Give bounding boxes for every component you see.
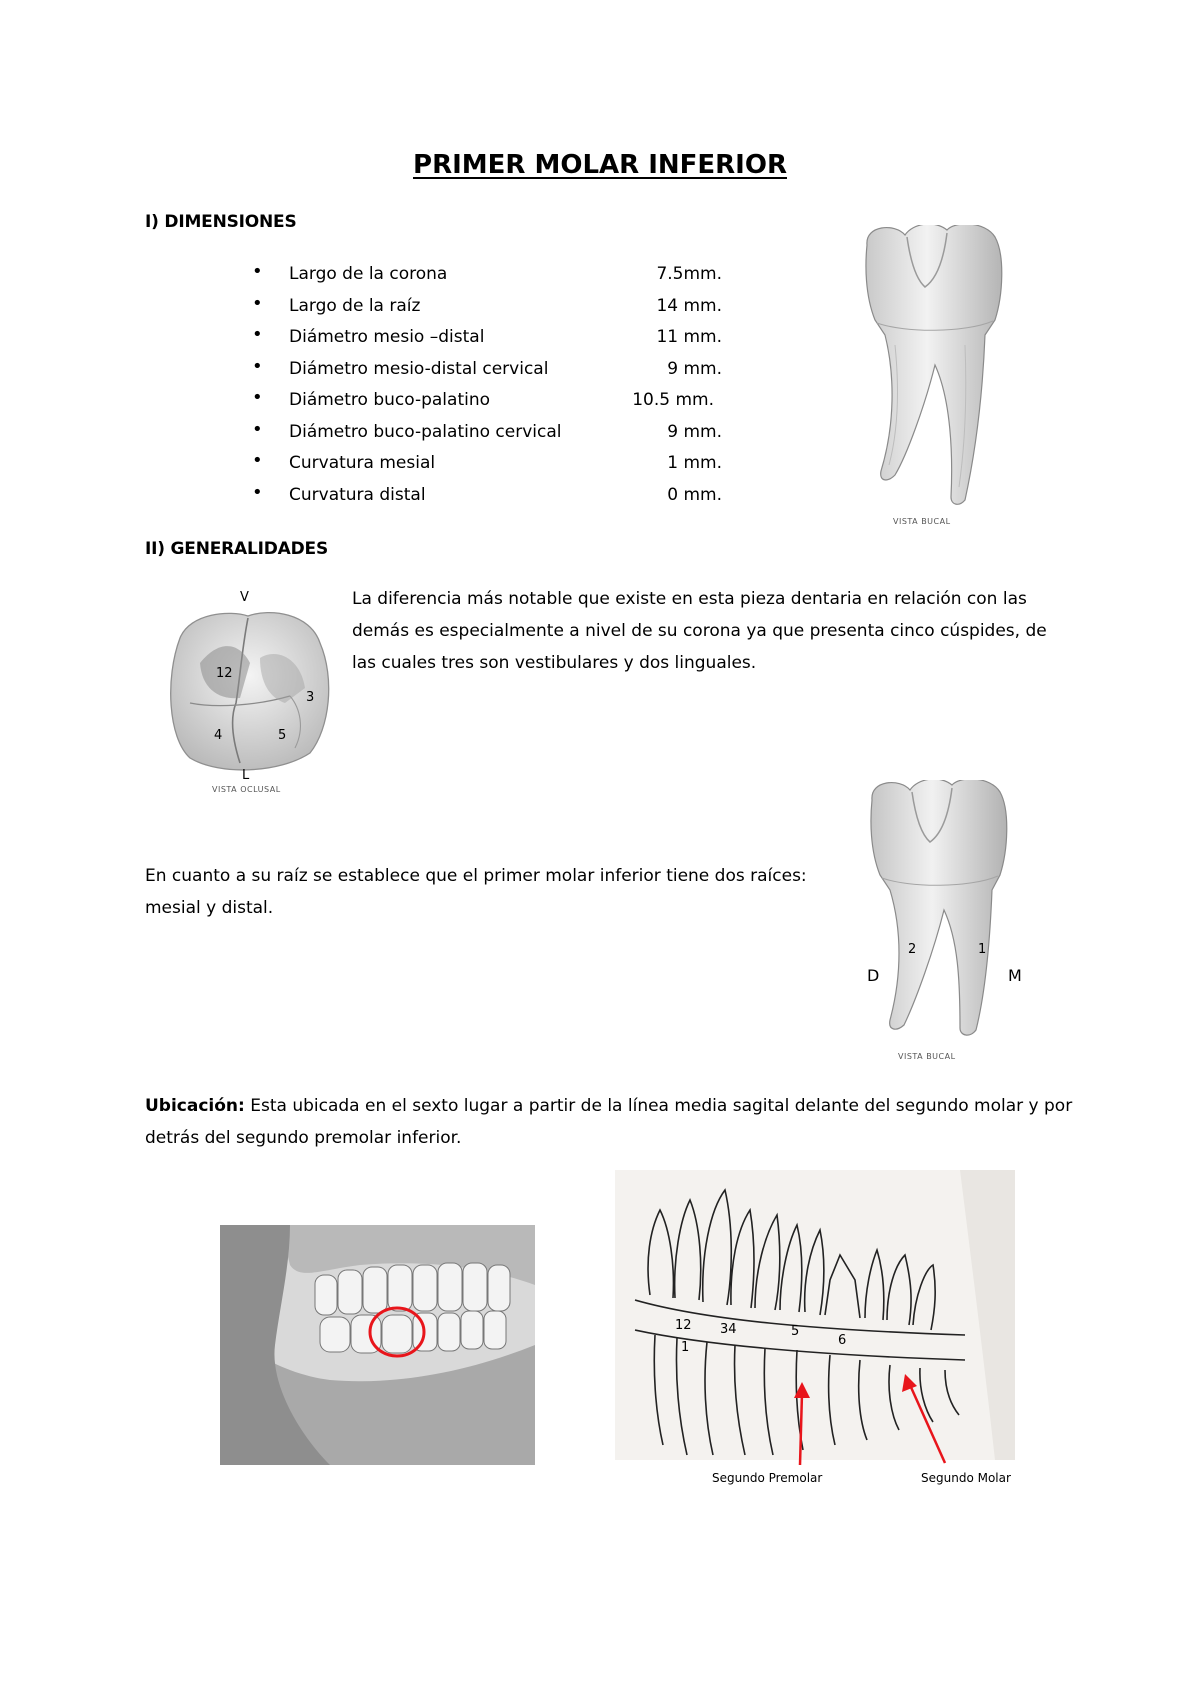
vestibular-label: V bbox=[240, 590, 249, 605]
molar-roots-figure bbox=[860, 780, 1060, 1080]
buccal-view-caption: VISTA BUCAL bbox=[893, 517, 951, 526]
root-paragraph: En cuanto a su raíz se establece que el primer molar inferior tiene dos raíces: mesial y distal. bbox=[145, 866, 807, 918]
list-item: • Diámetro buco-palatino cervical 9 mm. bbox=[252, 418, 722, 442]
mesial-label: M bbox=[1008, 966, 1022, 985]
root-label-1: 1 bbox=[978, 942, 987, 957]
diagram-number-6: 6 bbox=[838, 1333, 847, 1348]
list-item: • Curvatura mesial 1 mm. bbox=[252, 450, 722, 473]
jaw-photo bbox=[220, 1225, 535, 1465]
lingual-label: L bbox=[242, 768, 250, 783]
diagram-number-5: 5 bbox=[791, 1324, 800, 1339]
diagram-number-1: 1 bbox=[681, 1340, 690, 1355]
occlusal-view-caption: VISTA OCLUSAL bbox=[212, 785, 281, 794]
section-generalidades-heading: II) GENERALIDADES bbox=[145, 539, 328, 559]
cusp-label-4: 4 bbox=[214, 728, 223, 743]
list-item: • Largo de la corona 7.5mm. bbox=[252, 261, 722, 284]
dimensions-list bbox=[252, 261, 732, 516]
cusp-label-5: 5 bbox=[278, 728, 287, 743]
distal-label: D bbox=[867, 966, 880, 985]
section-dimensiones-heading: I) DIMENSIONES bbox=[145, 212, 297, 232]
ubicacion-text: Esta ubicada en el sexto lugar a partir de la línea media sagital delante del segundo molar y por detrás del segundo premolar inferior. bbox=[145, 1096, 1073, 1148]
segundo-premolar-label: Segundo Premolar bbox=[712, 1471, 823, 1485]
diagram-number-34: 34 bbox=[720, 1322, 737, 1337]
list-item: • Diámetro buco-palatino 10.5 mm. bbox=[252, 387, 714, 410]
page-title: PRIMER MOLAR INFERIOR bbox=[413, 150, 787, 180]
occlusal-view-figure bbox=[160, 590, 340, 805]
ubicacion-paragraph bbox=[145, 1090, 1075, 1154]
segundo-molar-label: Segundo Molar bbox=[921, 1471, 1011, 1485]
cusp-label-12: 12 bbox=[216, 666, 233, 681]
generalidades-paragraph: La diferencia más notable que existe en esta pieza dentaria en relación con las demás es especialmente a nivel de su corona ya que presenta cinco cúspides, de las cuales tres son vestibulares y dos linguales. bbox=[352, 589, 1047, 673]
root-label-2: 2 bbox=[908, 942, 917, 957]
roots-view-caption: VISTA BUCAL bbox=[898, 1052, 956, 1061]
molar-roots-illustration bbox=[860, 780, 1035, 1040]
diagram-number-12: 12 bbox=[675, 1318, 692, 1333]
list-item: • Curvatura distal 0 mm. bbox=[252, 481, 722, 505]
jaw-illustration bbox=[220, 1225, 535, 1465]
arrow-premolar bbox=[794, 1382, 810, 1465]
molar-buccal-figure bbox=[855, 225, 1030, 535]
molar-buccal-illustration bbox=[855, 225, 1030, 510]
arrow-molar bbox=[902, 1374, 945, 1463]
list-item: • Diámetro mesio –distal 11 mm. bbox=[252, 324, 722, 347]
list-item: • Largo de la raíz 14 mm. bbox=[252, 292, 722, 316]
ubicacion-label: Ubicación: bbox=[145, 1096, 245, 1116]
list-item: • Diámetro mesio-distal cervical 9 mm. bbox=[252, 355, 722, 379]
cusp-label-3: 3 bbox=[306, 690, 315, 705]
